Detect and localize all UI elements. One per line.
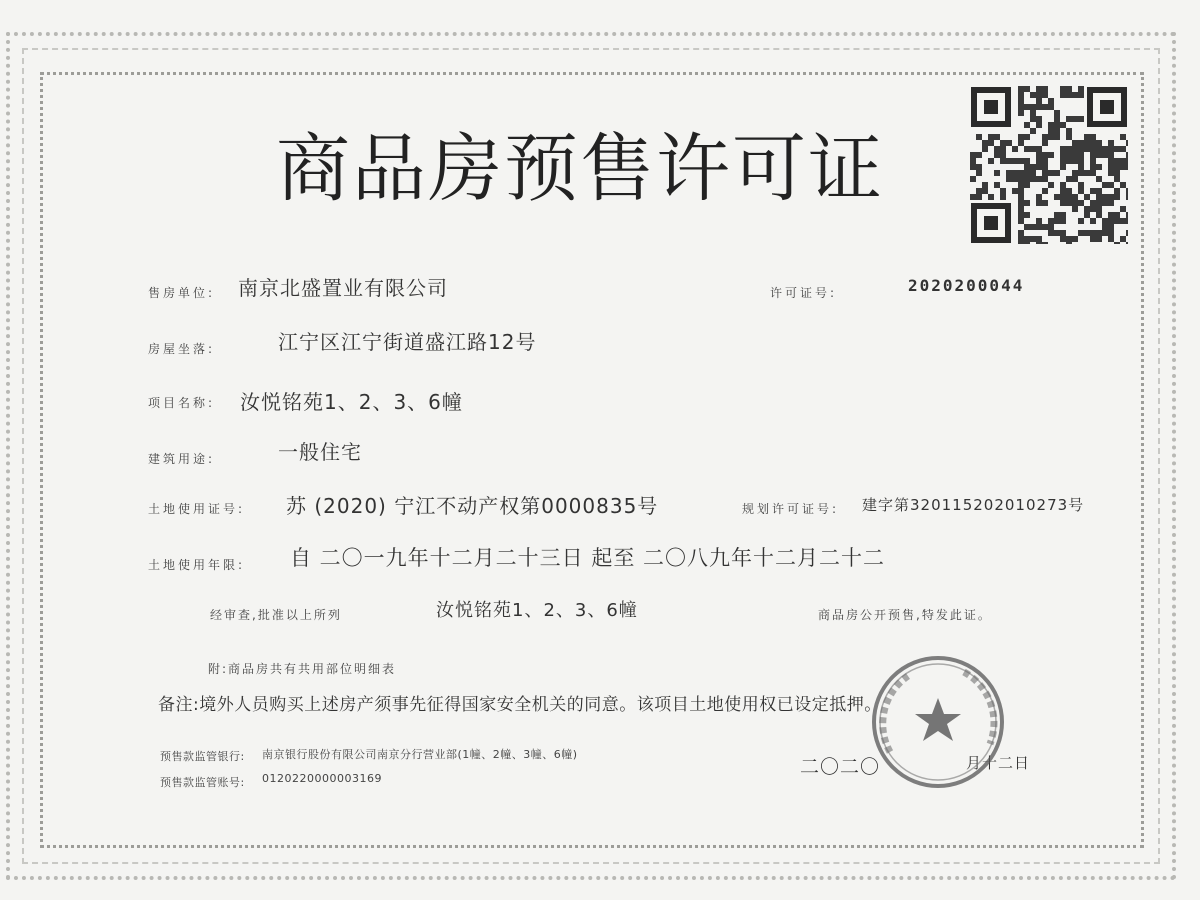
- land-term-label: 土地使用年限:: [148, 558, 246, 572]
- qr-code-icon: [970, 86, 1128, 244]
- usage-value: 一般住宅: [278, 440, 362, 464]
- escrow-account-label: 预售款监管账号:: [160, 776, 245, 789]
- location-label: 房屋坐落:: [148, 342, 216, 356]
- planning-label: 规划许可证号:: [742, 502, 840, 516]
- land-cert-value: 苏 (2020) 宁江不动产权第0000835号: [286, 494, 659, 518]
- developer-value: 南京北盛置业有限公司: [238, 276, 448, 300]
- escrow-bank-label: 预售款监管银行:: [160, 750, 245, 763]
- escrow-account-value: 0120220000003169: [262, 772, 382, 785]
- issue-date-month-day: 月十二日: [966, 754, 1031, 772]
- issue-date-year: 二〇二〇: [800, 756, 881, 778]
- location-value: 江宁区江宁街道盛江路12号: [278, 330, 537, 354]
- remark-text: 备注:境外人员购买上述房产须事先征得国家安全机关的同意。该项目土地使用权已设定抵押。: [158, 695, 882, 715]
- developer-label: 售房单位:: [148, 286, 216, 300]
- planning-value: 建字第320115202010273号: [862, 496, 1085, 514]
- project-value: 汝悦铭苑1、2、3、6幢: [240, 390, 463, 414]
- document-title: 商品房预售许可证: [276, 126, 884, 212]
- approval-suffix: 商品房公开预售,特发此证。: [818, 608, 992, 622]
- usage-label: 建筑用途:: [148, 452, 216, 466]
- license-no-value: 2020200044: [908, 276, 1025, 295]
- land-cert-label: 土地使用证号:: [148, 502, 246, 516]
- land-term-value: 自 二〇一九年十二月二十三日 起至 二〇八九年十二月二十二: [290, 546, 886, 570]
- approval-project: 汝悦铭苑1、2、3、6幢: [436, 600, 638, 621]
- license-no-label: 许可证号:: [770, 286, 838, 300]
- approval-prefix: 经审查,批准以上所列: [210, 608, 342, 622]
- project-label: 项目名称:: [148, 396, 216, 410]
- attachment-note: 附:商品房共有共用部位明细表: [208, 662, 397, 676]
- official-seal-icon: [868, 652, 1008, 792]
- escrow-bank-value: 南京银行股份有限公司南京分行营业部(1幢、2幢、3幢、6幢): [262, 748, 578, 761]
